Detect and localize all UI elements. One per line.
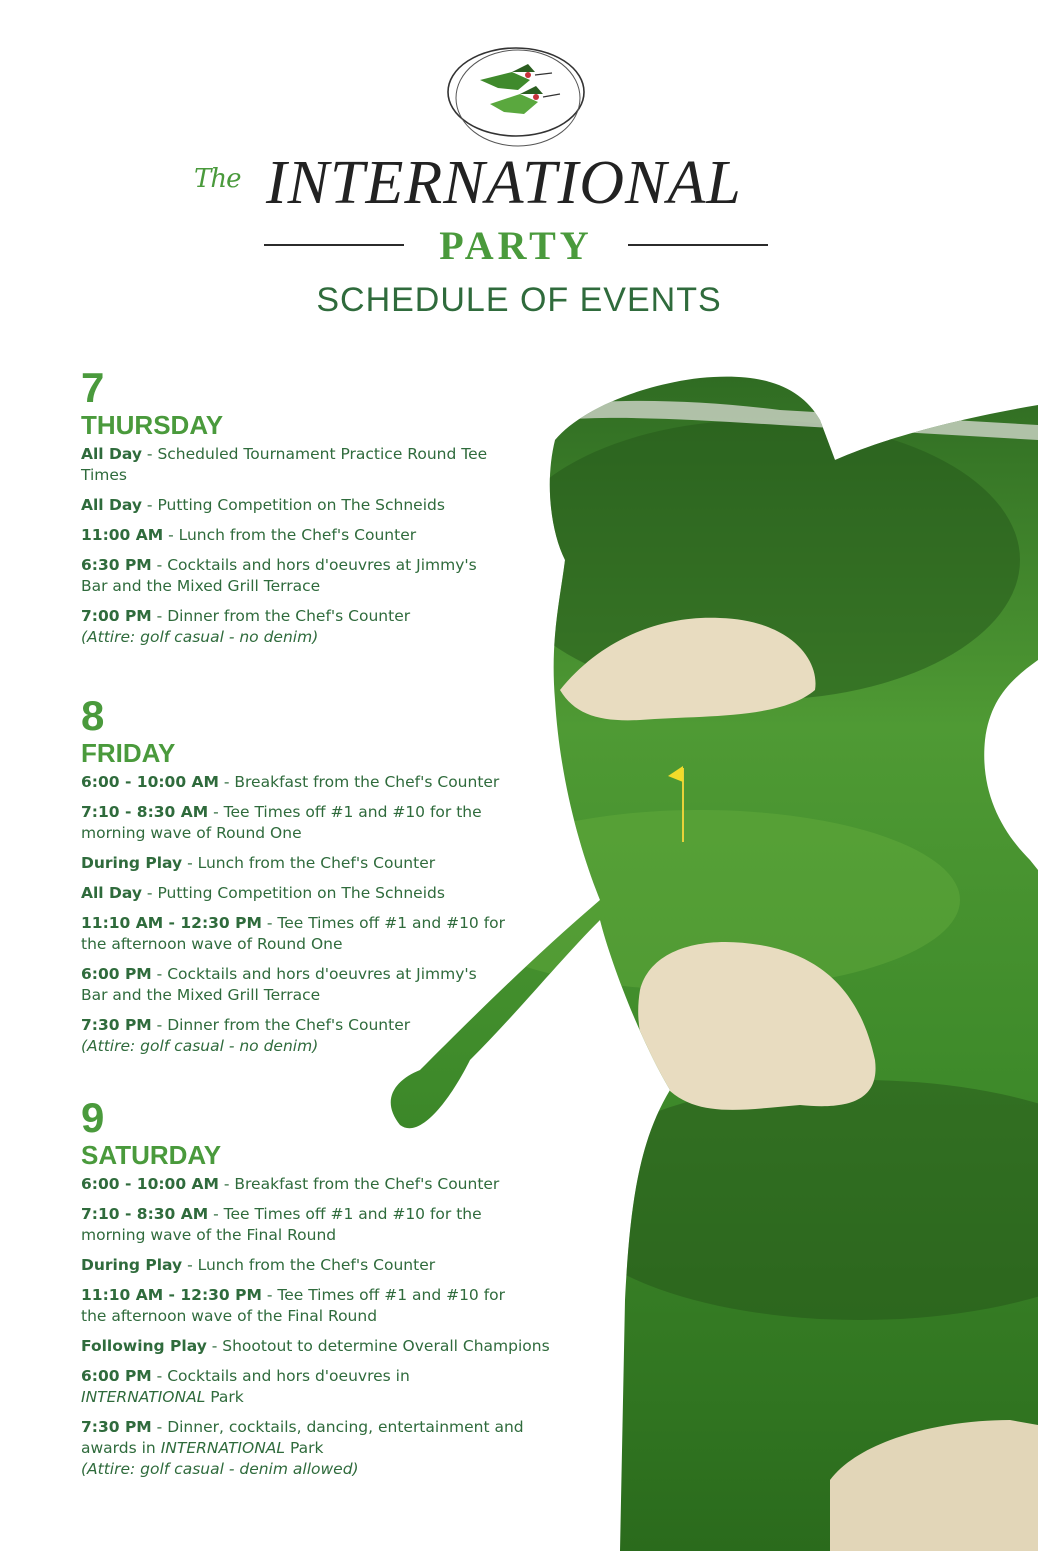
event-time: During Play: [81, 854, 183, 872]
event-item: All Day - Putting Competition on The Schneids: [81, 884, 445, 902]
event-time: 6:00 - 10:00 AM: [81, 773, 219, 791]
logo-the: The: [194, 164, 241, 194]
event-text: Tee Times off #1 and #10 for the afternoon wave of the Final Round: [81, 1286, 506, 1325]
logo-wordmark: [194, 148, 834, 218]
day-saturday: [81, 1094, 621, 1489]
page-title: SCHEDULE OF EVENTS: [316, 281, 722, 319]
event-item: 7:10 - 8:30 AM - Tee Times off #1 and #10 for the morning wave of Round One: [81, 803, 482, 842]
day-number: 9: [81, 1094, 105, 1141]
event-item: 7:30 PM - Dinner, cocktails, dancing, entertainment and awards in INTERNATIONAL Park (Attire: golf casual - denim allowed): [81, 1417, 551, 1480]
event-item: 6:00 - 10:00 AM - Breakfast from the Chef's Counter: [81, 1175, 500, 1193]
attire-note: (Attire: golf casual - denim allowed): [81, 1460, 359, 1478]
event-time: During Play: [81, 1256, 183, 1274]
event-text: Putting Competition on The Schneids: [157, 884, 445, 902]
day-number: 7: [81, 364, 105, 411]
event-text: Tee Times off #1 and #10 for the morning wave of Round One: [81, 803, 482, 842]
event-text: Breakfast from the Chef's Counter: [234, 773, 500, 791]
event-item: 11:10 AM - 12:30 PM - Tee Times off #1 and #10 for the afternoon wave of Round One: [81, 914, 506, 953]
event-item: 7:10 - 8:30 AM - Tee Times off #1 and #10 for the morning wave of the Final Round: [81, 1205, 482, 1244]
header: [0, 0, 1038, 340]
event-time: 6:30 PM: [81, 556, 152, 574]
event-text: Dinner, cocktails, dancing, entertainment and awards in: [81, 1418, 524, 1457]
event-time: 7:00 PM: [81, 607, 152, 625]
day-thursday: [81, 364, 621, 657]
event-text: Cocktails and hors d'oeuvres at Jimmy's Bar and the Mixed Grill Terrace: [81, 965, 477, 1004]
event-text: Scheduled Tournament Practice Round Tee Times: [81, 445, 488, 484]
event-text: Tee Times off #1 and #10 for the morning wave of the Final Round: [81, 1205, 482, 1244]
event-time: 7:10 - 8:30 AM: [81, 803, 209, 821]
event-time: All Day: [81, 884, 142, 902]
day-name: FRIDAY: [81, 738, 176, 768]
event-time: 6:00 - 10:00 AM: [81, 1175, 219, 1193]
event-time: 11:10 AM - 12:30 PM: [81, 1286, 262, 1304]
event-text: Cocktails and hors d'oeuvres in: [167, 1367, 410, 1385]
logo-name: INTERNATIONAL: [266, 149, 742, 217]
event-item: All Day - Scheduled Tournament Practice Round Tee Times: [81, 445, 488, 484]
party-subtitle: PARTY: [439, 223, 593, 268]
event-time: 7:30 PM: [81, 1016, 152, 1034]
event-text-after: Park: [210, 1388, 244, 1406]
event-item: 6:00 PM - Cocktails and hors d'oeuvres in INTERNATIONAL Park: [81, 1367, 410, 1406]
event-item: Following Play - Shootout to determine Overall Champions: [81, 1337, 550, 1355]
event-text: Lunch from the Chef's Counter: [197, 1256, 436, 1274]
event-time: 7:30 PM: [81, 1418, 152, 1436]
event-time: 11:00 AM: [81, 526, 164, 544]
event-text: Shootout to determine Overall Champions: [222, 1337, 550, 1355]
event-item: During Play - Lunch from the Chef's Counter: [81, 1256, 436, 1274]
event-time: 7:10 - 8:30 AM: [81, 1205, 209, 1223]
event-item: 7:30 PM - Dinner from the Chef's Counter (Attire: golf casual - no denim): [81, 1015, 621, 1057]
party-row: [264, 222, 768, 268]
event-text: Putting Competition on The Schneids: [157, 496, 445, 514]
divider-right: [628, 244, 768, 246]
event-text: Tee Times off #1 and #10 for the afternoon wave of Round One: [81, 914, 506, 953]
event-time: Following Play: [81, 1337, 207, 1355]
event-time: All Day: [81, 496, 142, 514]
event-item: 6:00 - 10:00 AM - Breakfast from the Chef's Counter: [81, 773, 500, 791]
event-item: 7:00 PM - Dinner from the Chef's Counter (Attire: golf casual - no denim): [81, 606, 621, 648]
event-item: During Play - Lunch from the Chef's Counter: [81, 854, 436, 872]
event-item: 11:00 AM - Lunch from the Chef's Counter: [81, 526, 417, 544]
hummingbird-logo-icon: [440, 42, 590, 152]
event-time: 6:00 PM: [81, 1367, 152, 1385]
event-item: 6:30 PM - Cocktails and hors d'oeuvres at Jimmy's Bar and the Mixed Grill Terrace: [81, 556, 477, 595]
event-time: All Day: [81, 445, 142, 463]
day-name: THURSDAY: [81, 410, 224, 440]
event-time: 11:10 AM - 12:30 PM: [81, 914, 262, 932]
event-item: 11:10 AM - 12:30 PM - Tee Times off #1 and #10 for the afternoon wave of the Final Round: [81, 1286, 506, 1325]
event-item: 6:00 PM - Cocktails and hors d'oeuvres at Jimmy's Bar and the Mixed Grill Terrace: [81, 965, 477, 1004]
day-number: 8: [81, 692, 105, 739]
attire-note: (Attire: golf casual - no denim): [81, 1037, 319, 1055]
day-name: SATURDAY: [81, 1140, 222, 1170]
event-item: All Day - Putting Competition on The Schneids: [81, 496, 445, 514]
event-time: 6:00 PM: [81, 965, 152, 983]
day-friday: [81, 692, 621, 1066]
event-emphasis: INTERNATIONAL: [160, 1439, 286, 1457]
event-text: Dinner from the Chef's Counter: [167, 1016, 411, 1034]
attire-note: (Attire: golf casual - no denim): [81, 628, 319, 646]
event-text: Lunch from the Chef's Counter: [178, 526, 417, 544]
event-text: Cocktails and hors d'oeuvres at Jimmy's Bar and the Mixed Grill Terrace: [81, 556, 477, 595]
event-text-after: Park: [289, 1439, 324, 1457]
event-text: Breakfast from the Chef's Counter: [234, 1175, 500, 1193]
event-emphasis: INTERNATIONAL: [81, 1388, 206, 1406]
event-text: Lunch from the Chef's Counter: [197, 854, 436, 872]
event-text: Dinner from the Chef's Counter: [167, 607, 411, 625]
